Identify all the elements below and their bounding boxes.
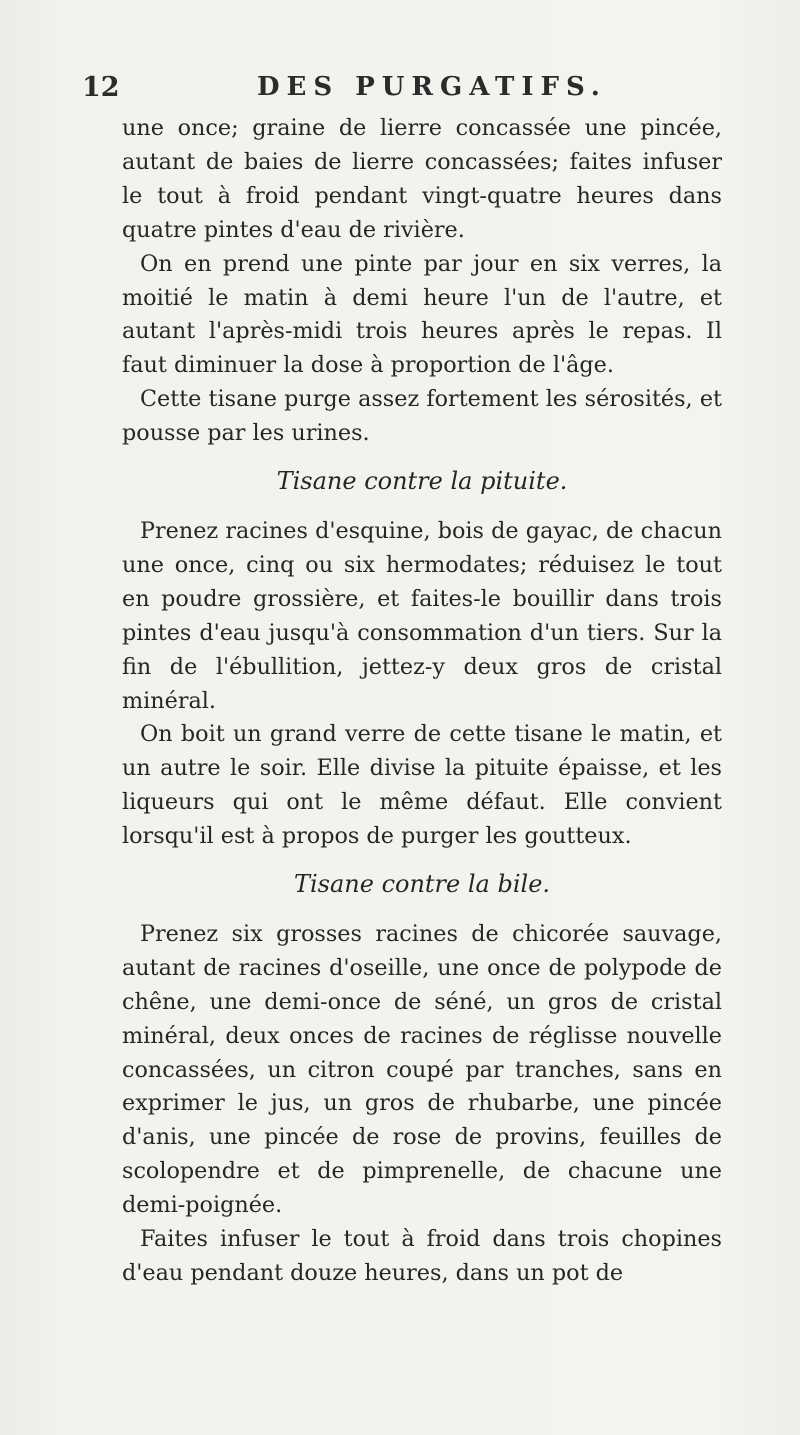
paragraph-effect: Cette tisane purge assez fortement les sérosités, et pousse par les urines.	[122, 386, 722, 447]
body-text	[122, 112, 722, 1291]
paragraph-preparation-bile: Faites infuser le tout à froid dans trois chopines d'eau pendant douze heures, dans un pot de	[122, 1226, 722, 1286]
paragraph-usage-pituite: On boit un grand verre de cette tisane le matin, et un autre le soir. Elle divise la pituite épaisse, et les liqueurs qui ont le même défaut. Elle convient lorsqu'il est à propos de purger les goutteux.	[122, 721, 722, 850]
paragraph-continuation: une once; graine de lierre concassée une pincée, autant de baies de lierre concassées; faites infuser le tout à froid pendant vingt-quatre heures dans quatre pintes d'eau de rivière.	[122, 115, 722, 243]
paragraph-recipe-pituite: Prenez racines d'esquine, bois de gayac, de chacun une once, cinq ou six hermodates; réduisez le tout en poudre grossière, et faites-le bouillir dans trois pintes d'eau jusqu'à consommation d'un tiers. Sur la fin de l'ébullition, jettez-y deux gros de cristal minéral.	[122, 517, 722, 714]
section-title-bile: Tisane contre la bile.	[293, 870, 551, 899]
page-header	[82, 72, 722, 112]
paragraph-dosage: On en prend une pinte par jour en six verres, la moitié le matin à demi heure l'un de l'autre, et autant l'après-midi trois heures après le repas. Il faut diminuer la dose à proportion de l'âge.	[122, 250, 722, 379]
paragraph-recipe-bile: Prenez six grosses racines de chicorée sauvage, autant de racines d'oseille, une once de polypode de chêne, une demi-once de séné, un gros de cristal minéral, deux onces de racines de réglisse nouvelle concassées, un citron coupé par tranches, sans en exprimer le jus, un gros de rhubarbe, une pincée d'anis, une pincée de rose de provins, feuilles de scolopendre et de pimprenelle, de chacune une demi-poignée.	[122, 920, 722, 1219]
page-number: 12	[82, 72, 120, 103]
running-head: DES PURGATIFS.	[257, 72, 607, 102]
section-title-pituite: Tisane contre la pituite.	[276, 467, 568, 496]
